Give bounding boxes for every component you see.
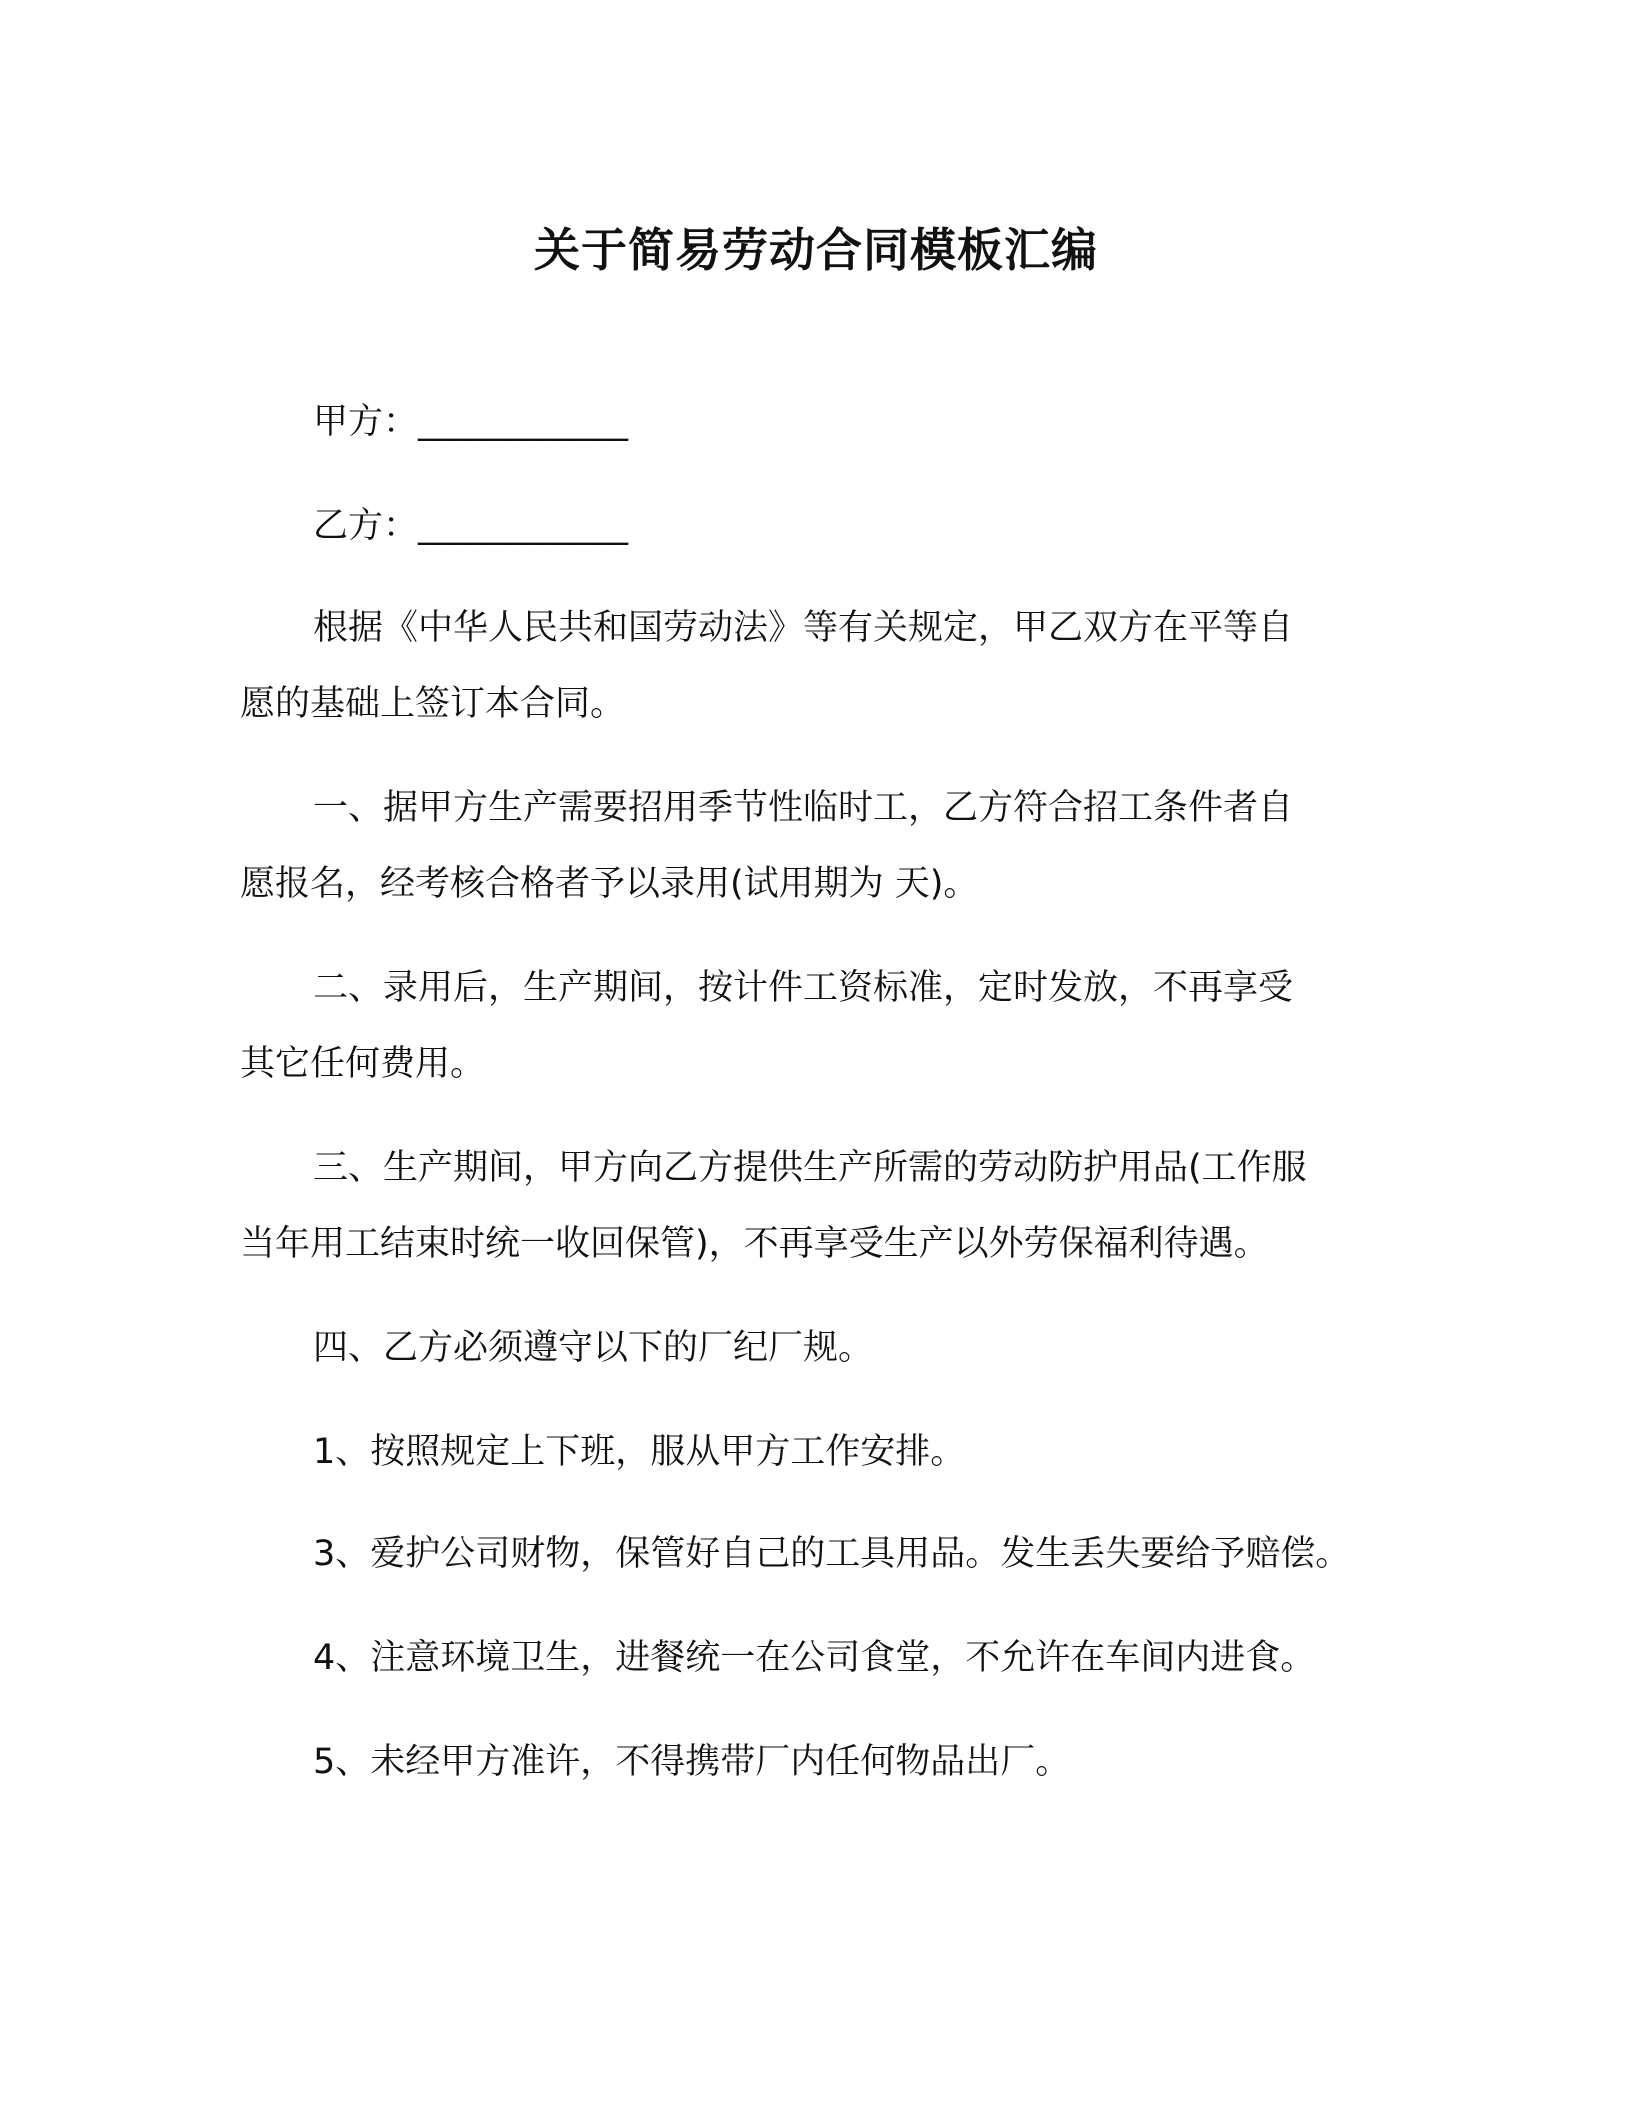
clause-2-line-1: 二、录用后，生产期间，按计件工资标准，定时发放，不再享受 — [313, 968, 1294, 1008]
intro-paragraph-line-2: 愿的基础上签订本合同。 — [240, 684, 626, 724]
rule-4-line: 4、注意环境卫生，进餐统一在公司食堂，不允许在车间内进食。 — [313, 1638, 1316, 1678]
clause-1-line-1: 一、据甲方生产需要招用季节性临时工，乙方符合招工条件者自 — [313, 788, 1294, 828]
party-b-line: 乙方：____________ — [313, 506, 629, 546]
clause-3-line-1: 三、生产期间，甲方向乙方提供生产所需的劳动防护用品(工作服 — [313, 1148, 1307, 1188]
rule-1-line: 1、按照规定上下班，服从甲方工作安排。 — [313, 1432, 966, 1472]
clause-3-line-2: 当年用工结束时统一收回保管)，不再享受生产以外劳保福利待遇。 — [240, 1224, 1269, 1264]
rule-3-line: 3、爱护公司财物，保管好自己的工具用品。发生丢失要给予赔偿。 — [313, 1534, 1351, 1574]
document-title: 关于简易劳动合同模板汇编 — [534, 223, 1098, 277]
intro-paragraph-line-1: 根据《中华人民共和国劳动法》等有关规定，甲乙双方在平等自 — [313, 608, 1294, 648]
clause-4-line: 四、乙方必须遵守以下的厂纪厂规。 — [313, 1328, 874, 1368]
party-a-line: 甲方：____________ — [313, 402, 629, 442]
rule-5-line: 5、未经甲方准许，不得携带厂内任何物品出厂。 — [313, 1742, 1071, 1782]
clause-2-line-2: 其它任何费用。 — [240, 1044, 486, 1084]
clause-1-line-2: 愿报名，经考核合格者予以录用(试用期为 天)。 — [240, 864, 979, 904]
